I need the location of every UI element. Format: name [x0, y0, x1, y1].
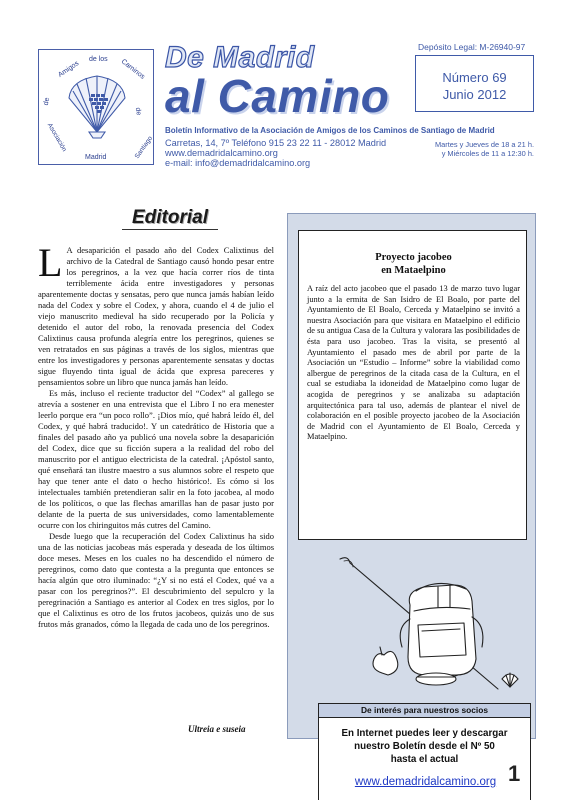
- logo-word: Amigos: [57, 60, 81, 79]
- logo-word: de: [133, 107, 143, 116]
- logo-word: Santiago: [133, 134, 155, 161]
- article-title-line: Proyecto jacobeo: [375, 252, 452, 263]
- editorial-paragraph: [38, 240, 274, 388]
- article-box: [298, 230, 527, 540]
- address-line: Carretas, 14, 7º Teléfono 915 23 22 11 - 28012 Madrid: [165, 138, 387, 148]
- editorial-paragraph: Desde luego que la recuperación del Codex Calixtinus ha sido una de las noticias jacobeas más esperada y deseada de los últimos doce meses. Meses en los cuales no ha descendido el número de peregrinos, como dato que contesta a la pregunta que entonces se hacía algún que otro iluminado: “¿Y si no está el Codex, qué va a pasar con los peregrinos?”. El descubrimiento del sepulcro y la peregrinación a Santiago es anterior al Codex en tres siglos, por lo que el Calixtinus es otro de los frutos jacobeos, quizás uno de sus frutos más granados, cómo la llegada de cada uno de los peregrinos.: [38, 531, 274, 629]
- article-body: A raíz del acto jacobeo que el pasado 13 de marzo tuvo lugar junto a la ermita de San Isidro de El Boalo, por parte del Ayuntamiento de El Boalo, Cerceda y Mataelpino se invitó a nuestra Asociación para que visitara en Mataelpino el edificio de su antigua Casa de la Cultura y valorara las posibilidades de ésta para uso jacobeo. Tras la visita, se presentó al Ayuntamiento el pasado mes de abril por parte de la Asociación un “Estudio – Informe” sobre la viabilidad como albergue de peregrinos de la citada casa de la Cultura, en el cual se estudiaba la idoneidad de Mataelpino como lugar de acogida de peregrinos y se analizaba su adaptación arquitectónica para tal uso, además de plantear el nivel de colaboración en el posible proyecto jacobeo de la Asociación de Madrid con el Ayuntamiento de El Boalo, Cerceda y Mataelpino.: [307, 284, 520, 442]
- logo-word: Asociación: [45, 122, 68, 153]
- editorial-signature: Ultreia e suseia: [188, 724, 246, 734]
- article-title: [299, 251, 528, 277]
- contact-block: [165, 138, 386, 168]
- paragraph-text: A desaparición el pasado año del Codex Calixtinus del archivo de la Catedral de Santiago causó hondo pesar entre los peregrinos, a la vez que hacía correr ríos de tinta terriblemente ácida entre investigadores y personas aparentemente doctas y sensatas, pero que nunca jamás habían leído nada del Codex y sobre el Codex, y ahora, cuando el 4 de julio el viejo manuscrito medieval ha sido recuperado por la Policía y detenido el autor del robo, la renovada presencia del Codex Calixtinus causa profunda alegría entre los peregrinos, quienes se ven retratados en sus páginas a través de los siglos, mientras que entre los investigadores y personas aparentemente sensatas y doctas sigue fluyendo tinta igual de ácida que expresa pareceres y pensamientos sobre un libro que nunca jamás han leído.: [38, 245, 274, 387]
- website-link[interactable]: www.demadridalcamino.org: [165, 148, 278, 158]
- page-number: 1: [508, 761, 521, 786]
- editorial-body: [38, 240, 274, 630]
- email-link[interactable]: e-mail: info@demadridalcamino.org: [165, 158, 311, 168]
- logo-word: de: [42, 97, 52, 106]
- article-title-line: en Mataelpino: [381, 265, 446, 276]
- bulletin-archive-link[interactable]: www.demadridalcamino.org: [354, 776, 497, 788]
- editorial-title: Editorial: [131, 207, 208, 228]
- masthead-title-line2: al Camino: [165, 70, 390, 122]
- notice-header: De interés para nuestros socios: [318, 703, 531, 718]
- notice-line: hasta el actual: [390, 754, 459, 765]
- legal-deposit: Depósito Legal: M-26940-97: [418, 42, 526, 52]
- pilgrim-backpack-icon: [298, 547, 527, 695]
- title-underline: [122, 229, 218, 230]
- drop-cap: L: [38, 240, 63, 285]
- opening-hours: [412, 140, 534, 158]
- logo-word: de los: [89, 56, 108, 63]
- editorial-paragraph: Es más, incluso el reciente traductor del “Codex” al gallego se atrevía a sostener en una entrevista que el Libro I no era menester leerlo porque era “un poco rollo”. ¡Dios mío, qué habrá leído él, del Codex, y qué habrá traducido!. Y un catedrático de Historia que a finales del pasado año ya publicó una novela sobre la desaparición del Codex, dice que su ficción supera a la realidad del robo del manuscrito por el antiguo electricista de la catedral. ¡Apóstol santo, qué enseñará tan ilustre maestro a sus alumnos sobre el respeto que hay que tener ante el dato o hecho histórico!. Es cómo si los intelectuales también pretendieran salir en la foto jacobea, al modo de los políticos, o que las flechas amarillas han de pasar justo por delante de la puerta de sus universidades, como lamentablemente ocurre con los chiringuitos más cutres del Camino.: [38, 388, 274, 530]
- issue-box: [415, 55, 534, 112]
- hours-line: Martes y Jueves de 18 a 21 h.: [434, 140, 534, 149]
- issue-date: Junio 2012: [442, 87, 507, 102]
- notice-line: nuestro Boletín desde el Nº 50: [354, 741, 495, 752]
- logo-word: Madrid: [85, 154, 107, 161]
- notice-body: [323, 727, 526, 766]
- hours-line: y Miércoles de 11 a 12:30 h.: [441, 149, 534, 158]
- pilgrim-illustration: [298, 547, 527, 695]
- issue-number: Número 69: [442, 70, 507, 85]
- logo-word: Caminos: [119, 58, 146, 81]
- masthead-subtitle: Boletín Informativo de la Asociación de Amigos de los Caminos de Santiago de Madrid: [165, 126, 495, 135]
- sidebar-panel: [287, 213, 536, 788]
- masthead: [38, 40, 534, 175]
- notice-line: En Internet puedes leer y descargar: [341, 728, 508, 739]
- association-logo: [38, 49, 154, 165]
- members-notice: [318, 703, 531, 800]
- masthead-title-line1: De Madrid: [165, 41, 315, 74]
